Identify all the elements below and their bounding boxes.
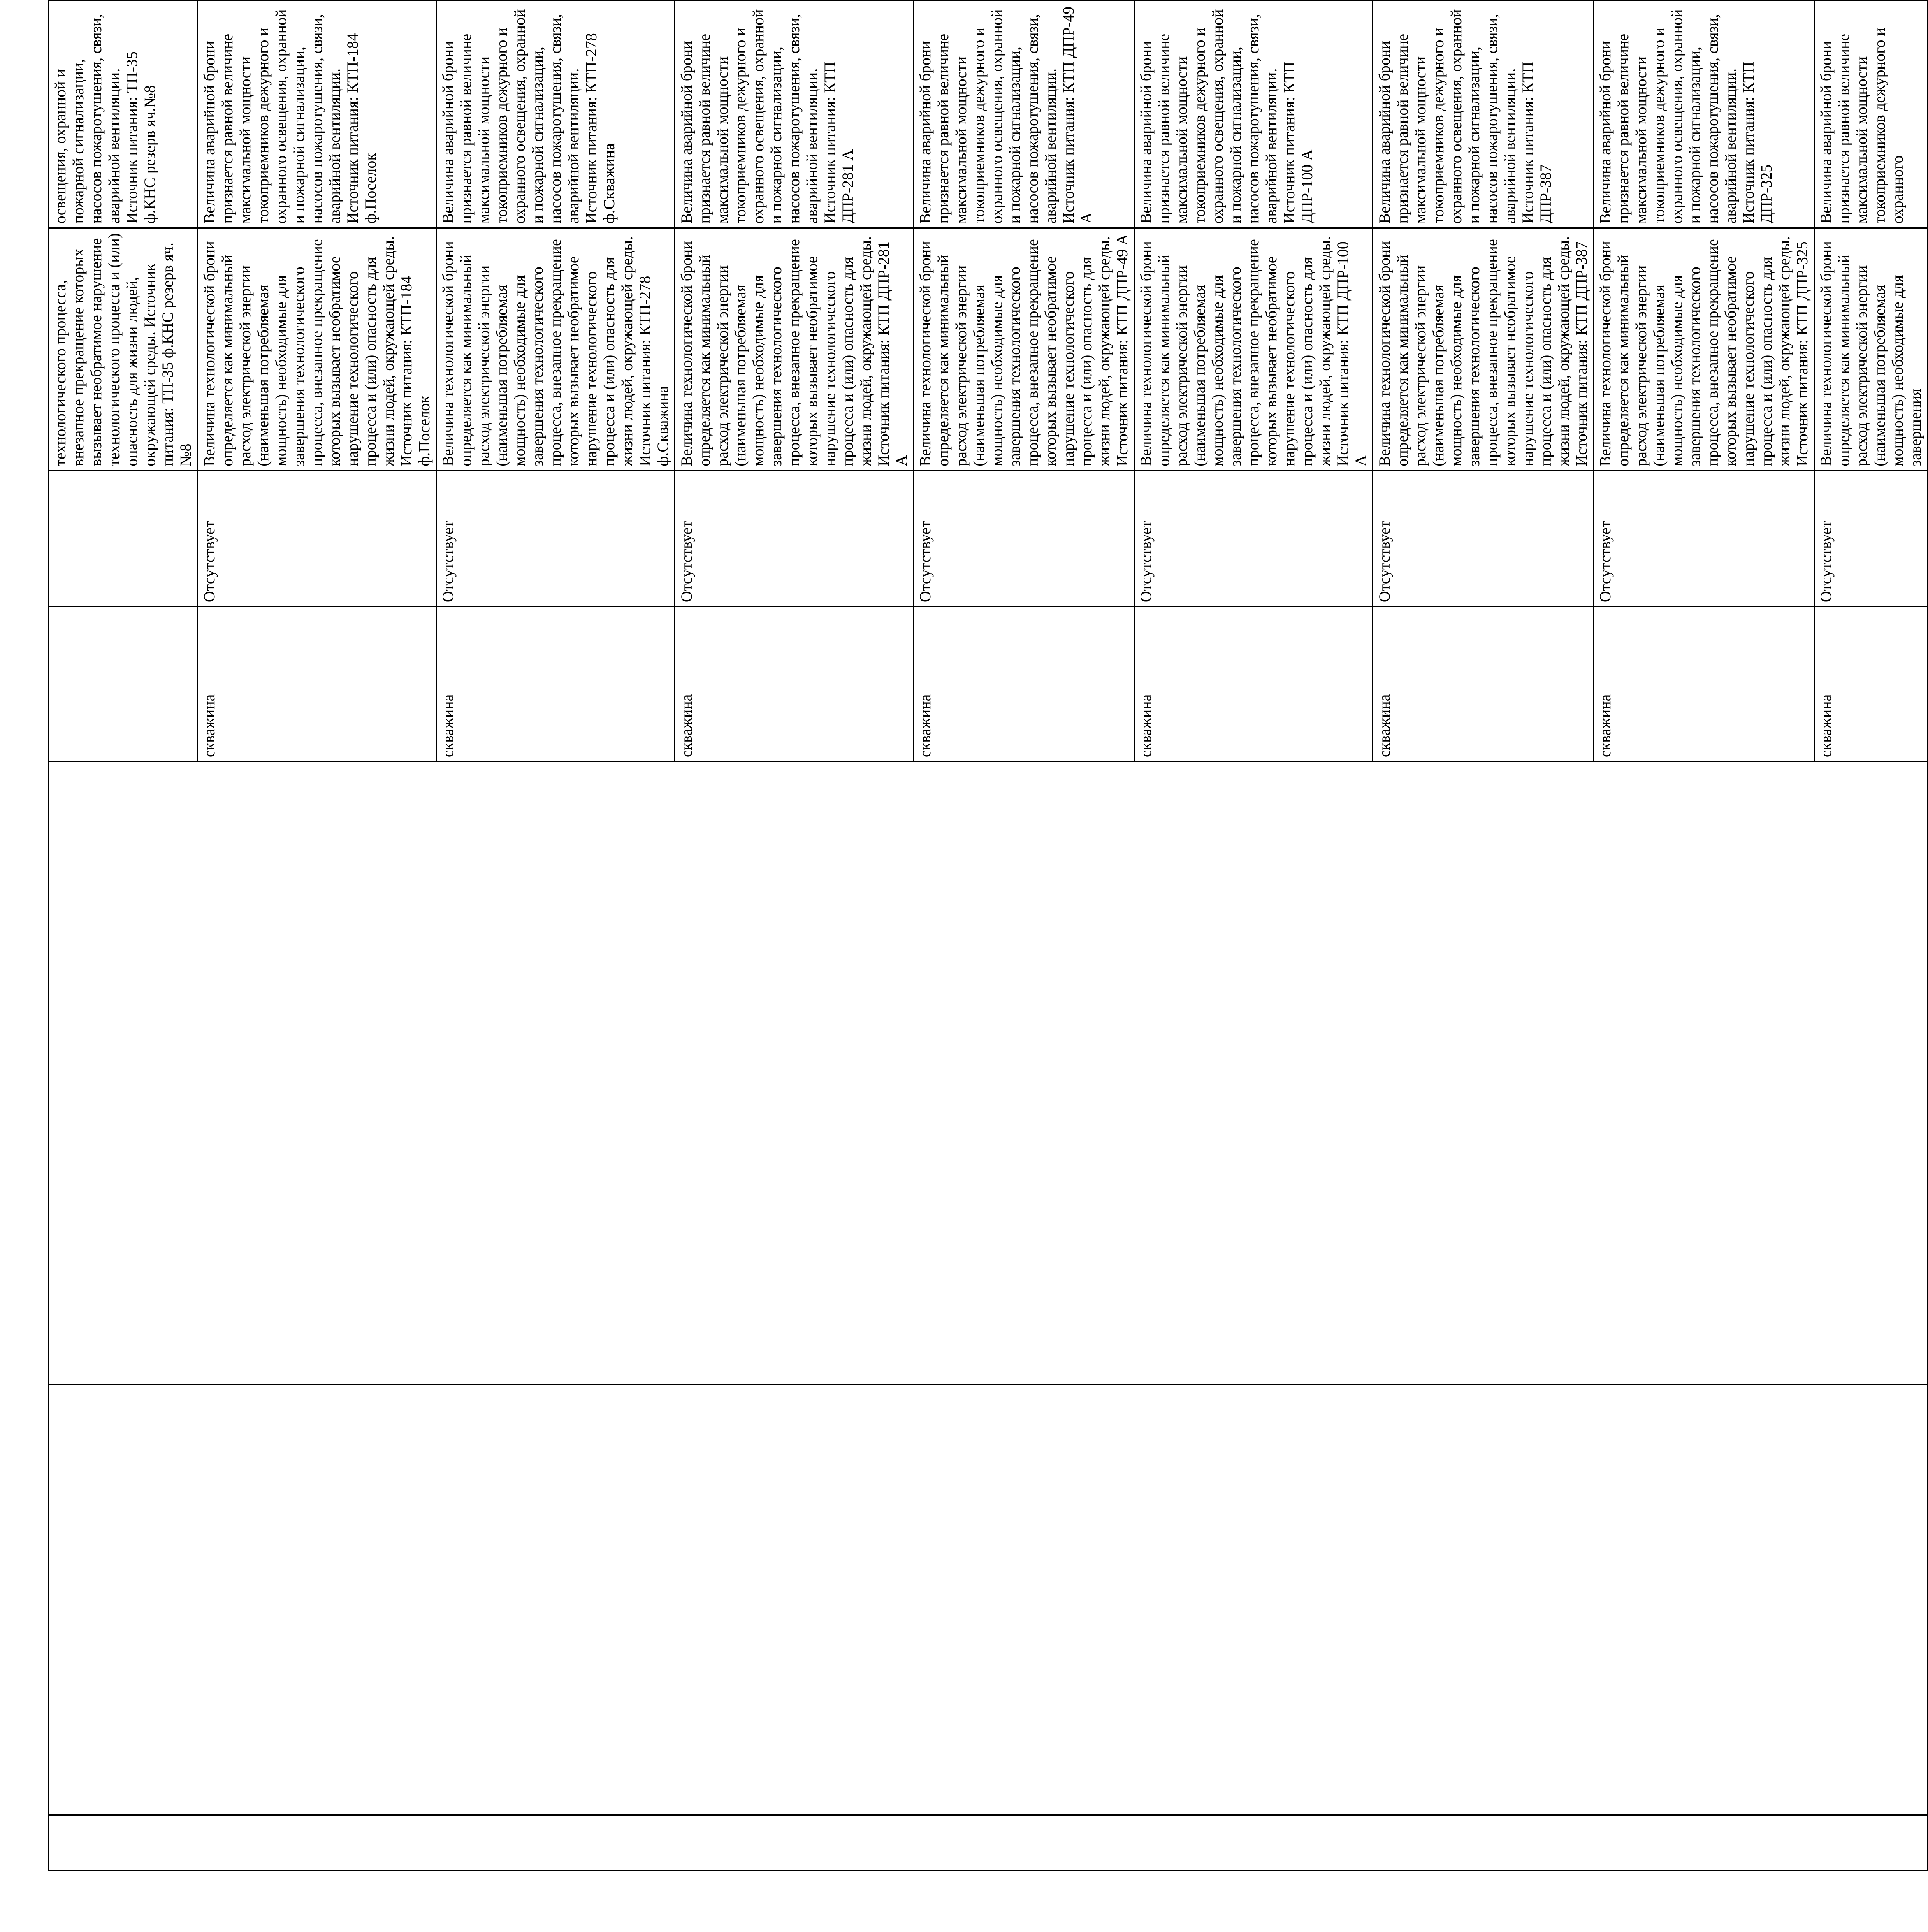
status-cell: Отсутствует [198,471,436,606]
tech-reserve-cell: Величина технологической брони определяется как минимальный расход электрической энергии (наименьшая потребляемая мощность) необходимые для завершения технологического процесса, внезапное прекращение которых вызывает необратимое нарушение технологического процесса и (или) опасность для жизни людей, окружающей среды. Источник питания: КТП-278 ф.Скважина [436,228,675,471]
tech-reserve-cell: Величина технологической брони определяется как минимальный расход электрической энергии (наименьшая потребляемая мощность) необходимые для завершения технологического процесса, внезапное прекращение которых вызывает необратимое нарушение технологического процесса и (или) опасность для жизни людей, окружающей среды. Источник питания: КТП ДПР-49 А [914,228,1134,471]
tech-reserve-cell: Величина технологической брони определяется как минимальный расход электрической энергии (наименьшая потребляемая мощность) необходимые для завершения [1814,228,1928,471]
object-cell: скважина [675,607,914,762]
tech-reserve-cell: Величина технологической брони определяется как минимальный расход электрической энергии (наименьшая потребляемая мощность) необходимые для завершения технологического процесса, внезапное прекращение которых вызывает необратимое нарушение технологического процесса и (или) опасность для жизни людей, окружающей среды. Источник питания: КТП ДПР-325 [1594,228,1814,471]
table-row [49,1,198,1871]
tech-reserve-cell: Величина технологической брони определяется как минимальный расход электрической энергии (наименьшая потребляемая мощность) необходимые для завершения технологического процесса, внезапное прекращение которых вызывает необратимое нарушение технологического процесса и (или) опасность для жизни людей, окружающей среды. Источник питания: КТП ДПР-281 А [675,228,914,471]
tech-reserve-cell: технологического процесса, внезапное прекращение которых вызывает необратимое нарушение технологического процесса и (или) опасность для жизни людей, окружающей среды. Источник питания: ТП-35 ф.КНС резерв яч.№8 [49,228,198,471]
emergency-reserve-cell: Величина аварийной брони признается равной величине максимальной мощности токоприемников дежурного и охранного освещения, охранной и пожарной сигнализации, насосов пожаротушения, связи, аварийной вентиляции. Источник питания: КТП ДПР-387 [1373,1,1594,228]
empty-cell [49,1815,1928,1870]
status-cell [49,471,198,606]
emergency-reserve-cell: Величина аварийной брони признается равной величине максимальной мощности токоприемников дежурного и охранного освещения, охранной и пожарной сигнализации, насосов пожаротушения, связи, аварийной вентиляции. Источник питания: КТП-184 ф.Поселок [198,1,436,228]
emergency-reserve-cell: Величина аварийной брони признается равной величине максимальной мощности токоприемников дежурного и охранного освещения, охранной и пожарной сигнализации, насосов пожаротушения, связи, аварийной вентиляции. Источник питания: КТП ДПР-49 А [914,1,1134,228]
emergency-reserve-cell: Величина аварийной брони признается равной величине максимальной мощности токоприемников дежурного и охранного освещения, охранной и пожарной сигнализации, насосов пожаротушения, связи, аварийной вентиляции. Источник питания: КТП ДПР-100 А [1134,1,1373,228]
status-cell: Отсутствует [914,471,1134,606]
emergency-reserve-cell: Величина аварийной брони признается равной величине максимальной мощности токоприемников дежурного и охранного освещения, охранной и пожарной сигнализации, насосов пожаротушения, связи, аварийной вентиляции. Источник питания: КТП-278 ф.Скважина [436,1,675,228]
status-cell: Отсутствует [1594,471,1814,606]
tech-reserve-cell: Величина технологической брони определяется как минимальный расход электрической энергии (наименьшая потребляемая мощность) необходимые для завершения технологического процесса, внезапное прекращение которых вызывает необратимое нарушение технологического процесса и (или) опасность для жизни людей, окружающей среды. Источник питания: КТП-184 ф.Поселок [198,228,436,471]
tech-reserve-cell: Величина технологической брони определяется как минимальный расход электрической энергии (наименьшая потребляемая мощность) необходимые для завершения технологического процесса, внезапное прекращение которых вызывает необратимое нарушение технологического процесса и (или) опасность для жизни людей, окружающей среды. Источник питания: КТП ДПР-100 А [1134,228,1373,471]
object-cell: скважина [1814,607,1928,762]
emergency-reserve-cell: Величина аварийной брони признается равной величине максимальной мощности токоприемников дежурного и охранного [1814,1,1928,228]
status-cell: Отсутствует [1134,471,1373,606]
object-cell: скважина [198,607,436,762]
tech-reserve-cell: Величина технологической брони определяется как минимальный расход электрической энергии (наименьшая потребляемая мощность) необходимые для завершения технологического процесса, внезапное прекращение которых вызывает необратимое нарушение технологического процесса и (или) опасность для жизни людей, окружающей среды. Источник питания: КТП ДПР-387 [1373,228,1594,471]
status-cell: Отсутствует [1373,471,1594,606]
status-cell: Отсутствует [675,471,914,606]
object-cell: скважина [1134,607,1373,762]
emergency-reserve-cell: Величина аварийной брони признается равной величине максимальной мощности токоприемников дежурного и охранного освещения, охранной и пожарной сигнализации, насосов пожаротушения, связи, аварийной вентиляции. Источник питания: КТП ДПР-325 [1594,1,1814,228]
empty-cell [49,1385,1928,1815]
status-cell: Отсутствует [436,471,675,606]
object-cell: скважина [436,607,675,762]
reserve-table [48,0,1928,1871]
status-cell: Отсутствует [1814,471,1928,606]
emergency-reserve-cell: Величина аварийной брони признается равной величине максимальной мощности токоприемников дежурного и охранного освещения, охранной и пожарной сигнализации, насосов пожаротушения, связи, аварийной вентиляции. Источник питания: КТП ДПР-281 А [675,1,914,228]
object-cell [49,607,198,762]
object-cell: скважина [914,607,1134,762]
object-cell: скважина [1594,607,1814,762]
object-cell: скважина [1373,607,1594,762]
emergency-reserve-cell: освещения, охранной и пожарной сигнализации, насосов пожаротушения, связи, аварийной вентиляции. Источник питания: ТП-35 ф.КНС резерв яч.№8 [49,1,198,228]
empty-cell [49,762,1928,1385]
